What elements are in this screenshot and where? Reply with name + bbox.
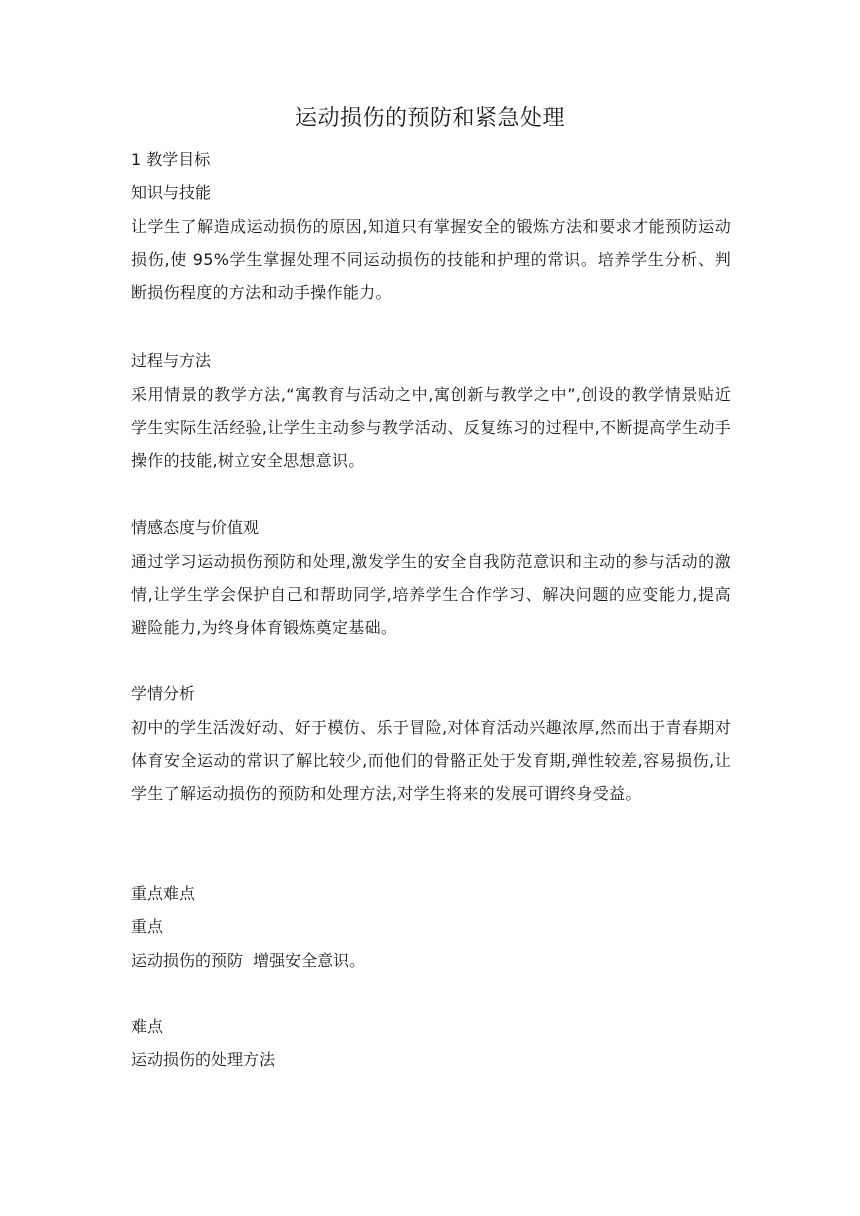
paragraph-student-analysis: 初中的学生活泼好动、好于模仿、乐于冒险,对体育活动兴趣浓厚,然而出于青春期对体育安全运动的常识了解比较少,而他们的骨骼正处于发育期,弹性较差,容易损伤,让学生了解运动损伤的预防和处理方法,对学生将来的发展可谓终身受益。 [131,718,731,803]
heading-key-difficult-points: 重点难点 [131,884,196,903]
text-difficult-point: 运动损伤的处理方法 [131,1050,276,1069]
paragraph-knowledge-skills: 让学生了解造成运动损伤的原因,知道只有掌握安全的锻炼方法和要求才能预防运动损伤,使 95%学生掌握处理不同运动损伤的技能和护理的常识。培养学生分析、判断损伤程度的方法和动手操作能力。 [131,217,731,302]
paragraph-emotion-values: 通过学习运动损伤预防和处理,激发学生的安全自我防范意识和主动的参与活动的激情,让学生学会保护自己和帮助同学,培养学生合作学习、解决问题的应变能力,提高避险能力,为终身体育锻炼奠定基础。 [131,552,731,637]
heading-key-point: 重点 [131,917,164,936]
document-title: 运动损伤的预防和紧急处理 [294,106,565,131]
heading-student-analysis: 学情分析 [131,684,196,703]
heading-difficult-point: 难点 [131,1017,164,1036]
heading-objectives: 1 教学目标 [131,150,211,169]
text-key-point: 运动损伤的预防 增强安全意识。 [131,951,366,970]
heading-process-method: 过程与方法 [131,351,212,370]
heading-emotion-values: 情感态度与价值观 [131,518,260,537]
paragraph-process-method: 采用情景的教学方法,“寓教育与活动之中,寓创新与教学之中”,创设的教学情景贴近学生实际生活经验,让学生主动参与教学活动、反复练习的过程中,不断提高学生动手操作的技能,树立安全思想意识。 [131,385,731,470]
heading-knowledge-skills: 知识与技能 [131,183,212,202]
